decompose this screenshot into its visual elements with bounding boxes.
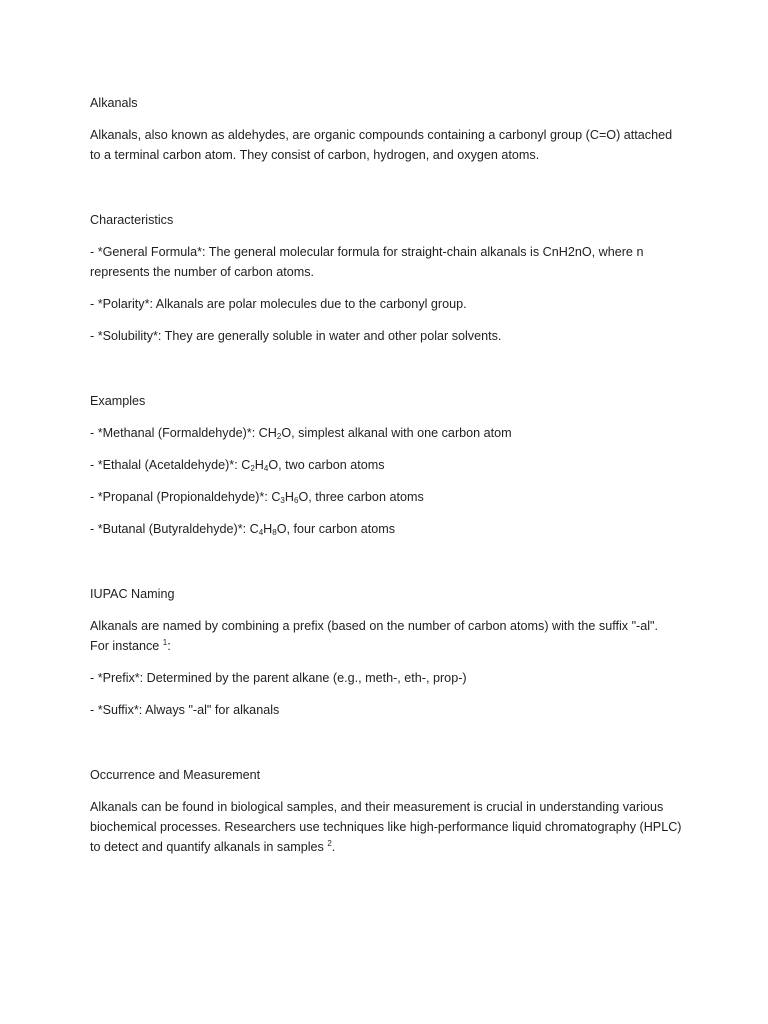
list-item-prefix: - *Prefix*: Determined by the parent alkane (e.g., meth-, eth-, prop-) xyxy=(90,671,467,685)
document-title: Alkanals xyxy=(90,96,138,110)
list-item-suffix: - *Suffix*: Always "-al" for alkanals xyxy=(90,703,280,717)
list-item-methanal xyxy=(90,423,685,443)
occurrence-line: Alkanals can be found in biological samples, and their measurement is crucial in understanding various xyxy=(90,800,664,814)
occurrence-text: to detect and quantify alkanals in samples xyxy=(90,840,328,854)
section-spacer xyxy=(90,177,685,210)
example-text: O, simplest alkanal with one carbon atom xyxy=(281,426,512,440)
occurrence-line xyxy=(90,837,685,857)
section-heading-occurrence: Occurrence and Measurement xyxy=(90,768,261,782)
section-spacer xyxy=(90,551,685,584)
list-item-butanal xyxy=(90,519,685,539)
list-item-line: - *General Formula*: The general molecular formula for straight-chain alkanals is CnH2nO, where n xyxy=(90,245,644,259)
occurrence-paragraph xyxy=(90,797,685,857)
section-heading-characteristics: Characteristics xyxy=(90,213,174,227)
intro-line: to a terminal carbon atom. They consist of carbon, hydrogen, and oxygen atoms. xyxy=(90,148,540,162)
iupac-text: For instance xyxy=(90,639,163,653)
subscript: 4 xyxy=(263,464,269,473)
example-text: O, four carbon atoms xyxy=(276,522,396,536)
list-item-propanal xyxy=(90,487,685,507)
iupac-paragraph xyxy=(90,616,685,656)
example-text: - *Ethalal (Acetaldehyde)*: C xyxy=(90,458,251,472)
list-item-solubility: - *Solubility*: They are generally soluble in water and other polar solvents. xyxy=(90,329,502,343)
iupac-text: : xyxy=(167,639,171,653)
section-spacer xyxy=(90,732,685,765)
subscript: 2 xyxy=(250,464,255,473)
section-heading-iupac: IUPAC Naming xyxy=(90,587,175,601)
list-item-general-formula xyxy=(90,242,685,282)
example-text: - *Methanal (Formaldehyde)*: CH xyxy=(90,426,277,440)
intro-line: Alkanals, also known as aldehydes, are organic compounds containing a carbonyl group (C=O) attached xyxy=(90,128,673,142)
example-text: H xyxy=(263,522,273,536)
footnote-marker: 1 xyxy=(162,638,168,647)
example-text: - *Propanal (Propionaldehyde)*: C xyxy=(90,490,281,504)
section-heading-examples: Examples xyxy=(90,394,146,408)
subscript: 3 xyxy=(280,496,285,505)
list-item-polarity: - *Polarity*: Alkanals are polar molecules due to the carbonyl group. xyxy=(90,297,467,311)
iupac-line xyxy=(90,636,685,656)
subscript: 4 xyxy=(258,528,264,537)
footnote-marker: 2 xyxy=(327,839,332,848)
list-item-line: represents the number of carbon atoms. xyxy=(90,265,315,279)
example-text: - *Butanal (Butyraldehyde)*: C xyxy=(90,522,259,536)
occurrence-text: . xyxy=(331,840,336,854)
document-body xyxy=(90,93,685,869)
example-text: H xyxy=(284,490,294,504)
occurrence-line: biochemical processes. Researchers use techniques like high-performance liquid chromatography (HPLC) xyxy=(90,820,682,834)
section-spacer xyxy=(90,358,685,391)
iupac-line: Alkanals are named by combining a prefix (based on the number of carbon atoms) with the suffix "-al". xyxy=(90,619,659,633)
subscript: 8 xyxy=(272,528,277,537)
subscript: 6 xyxy=(293,496,299,505)
subscript: 2 xyxy=(276,432,282,441)
intro-paragraph xyxy=(90,125,685,165)
list-item-ethalal xyxy=(90,455,685,475)
example-text: O, three carbon atoms xyxy=(298,490,424,504)
example-text: H xyxy=(254,458,264,472)
example-text: O, two carbon atoms xyxy=(268,458,385,472)
